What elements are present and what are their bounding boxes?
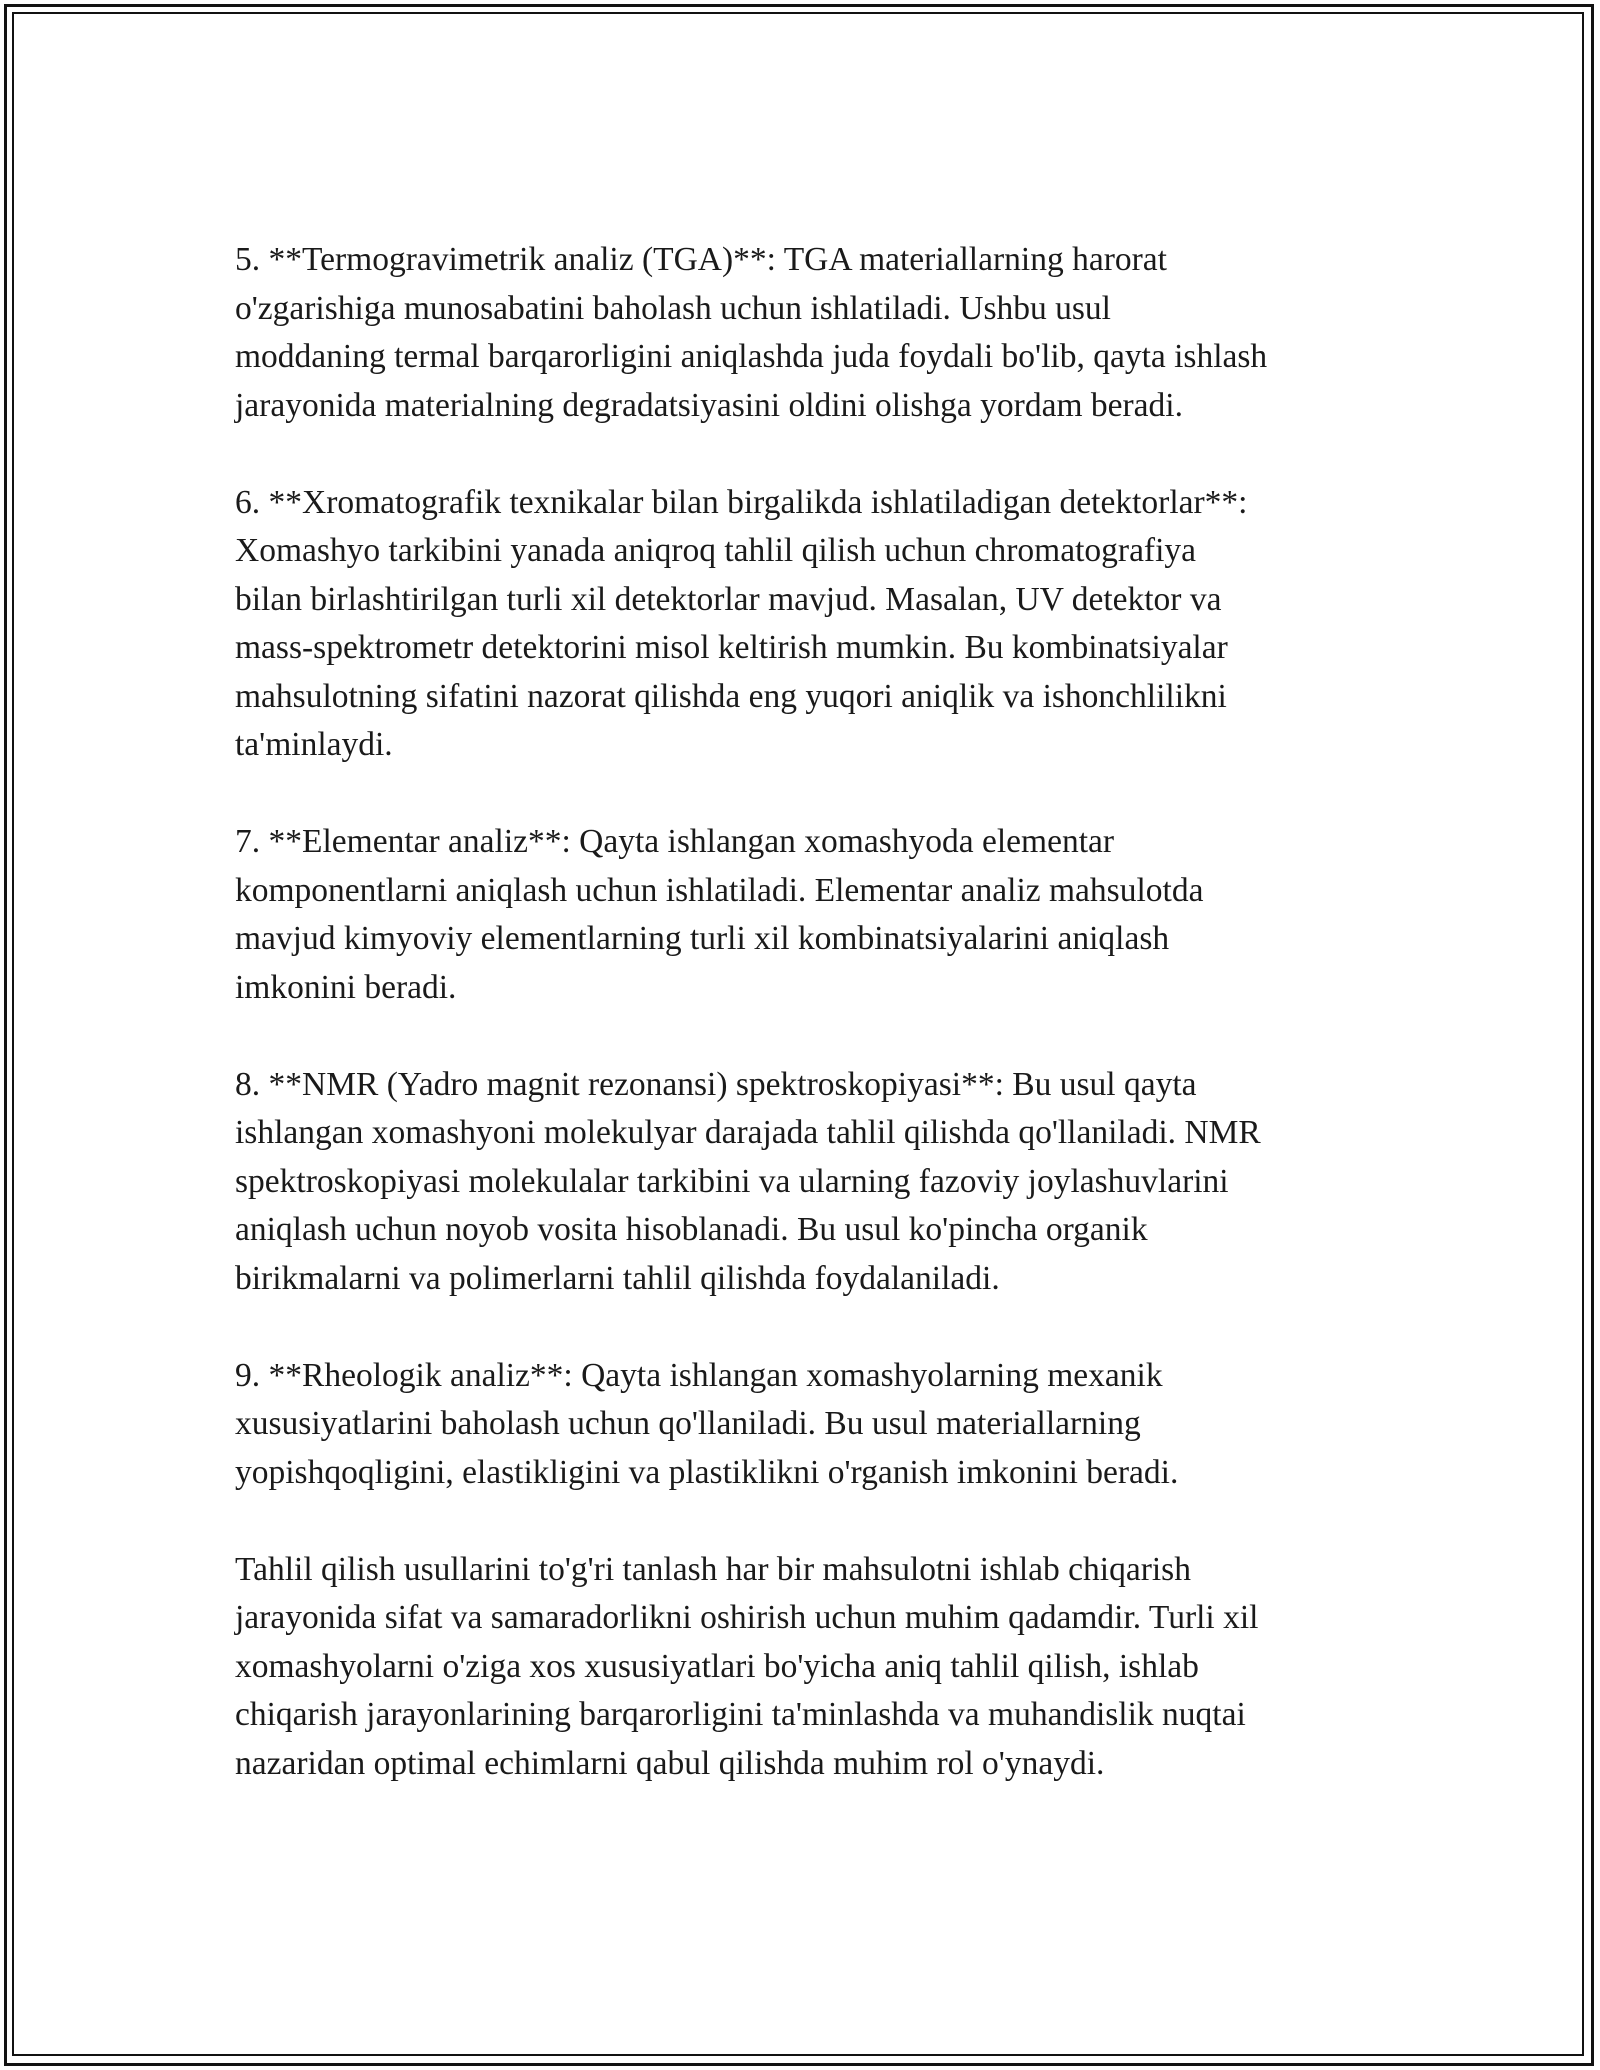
text-line: ishlangan xomashyoni molekulyar darajada tahlil qilishda qo'llaniladi. NMR (235, 1114, 1261, 1151)
text-line: 9. **Rheologik analiz**: Qayta ishlangan xomashyolarning mexanik (235, 1356, 1163, 1394)
paragraph-rheology (235, 1352, 1375, 1498)
text-line: Tahlil qilish usullarini to'g'ri tanlash har bir mahsulotni ishlab chiqarish (235, 1550, 1191, 1588)
text-line: 5. **Termogravimetrik analiz (TGA)**: TGA materiallarning harorat (235, 241, 1167, 278)
text-line: moddaning termal barqarorligini aniqlashda juda foydali bo'lib, qayta ishlash (235, 338, 1268, 375)
text-line: aniqlash uchun noyob vosita hisoblanadi. Bu usul ko'pincha organik (235, 1211, 1148, 1248)
text-line: o'zgarishiga munosabatini baholash uchun ishlatiladi. Ushbu usul (235, 289, 1111, 327)
text-line: mavjud kimyoviy elementlarning turli xil kombinatsiyalarini aniqlash (235, 920, 1170, 957)
text-line: jarayonida sifat va samaradorlikni oshirish uchun muhim qadamdir. Turli xil (235, 1599, 1259, 1636)
paragraph-conclusion (235, 1546, 1375, 1789)
document-body (235, 236, 1375, 1837)
text-line: 8. **NMR (Yadro magnit rezonansi) spektroskopiyasi**: Bu usul qayta (235, 1065, 1197, 1103)
text-line: komponentlarni aniqlash uchun ishlatiladi. Elementar analiz mahsulotda (235, 871, 1204, 909)
text-line: Xomashyo tarkibini yanada aniqroq tahlil qilish uchun chromatografiya (235, 532, 1197, 569)
text-line: xomashyolarni o'ziga xos xususiyatlari bo'yicha aniq tahlil qilish, ishlab (235, 1647, 1199, 1685)
text-line: yopishqoqligini, elastikligini va plastiklikni o'rganish imkonini beradi. (235, 1453, 1179, 1491)
text-line: mahsulotning sifatini nazorat qilishda eng yuqori aniqlik va ishonchlilikni (235, 677, 1227, 715)
text-line: 6. **Xromatografik texnikalar bilan birgalikda ishlatiladigan detektorlar**: (235, 483, 1248, 521)
text-line: nazaridan optimal echimlarni qabul qilishda muhim rol o'ynaydi. (235, 1744, 1105, 1782)
text-line: imkonini beradi. (235, 968, 457, 1006)
text-line: spektroskopiyasi molekulalar tarkibini va ularning fazoviy joylashuvlarini (235, 1162, 1229, 1200)
text-line: 7. **Elementar analiz**: Qayta ishlangan xomashyoda elementar (235, 823, 1115, 860)
paragraph-chromatography-detectors (235, 479, 1375, 770)
text-line: xususiyatlarini baholash uchun qo'llaniladi. Bu usul materiallarning (235, 1405, 1141, 1442)
text-line: chiqarish jarayonlarining barqarorligini ta'minlashda va muhandislik nuqtai (235, 1696, 1246, 1733)
text-line: birikmalarni va polimerlarni tahlil qilishda foydalaniladi. (235, 1259, 1000, 1297)
text-line: jarayonida materialning degradatsiyasini oldini olishga yordam beradi. (235, 386, 1183, 424)
paragraph-elemental-analysis (235, 818, 1375, 1012)
text-line: ta'minlaydi. (235, 726, 393, 763)
paragraph-nmr (235, 1061, 1375, 1304)
paragraph-tga (235, 236, 1375, 430)
text-line: bilan birlashtirilgan turli xil detektorlar mavjud. Masalan, UV detektor va (235, 580, 1222, 618)
text-line: mass-spektrometr detektorini misol keltirish mumkin. Bu kombinatsiyalar (235, 629, 1228, 666)
